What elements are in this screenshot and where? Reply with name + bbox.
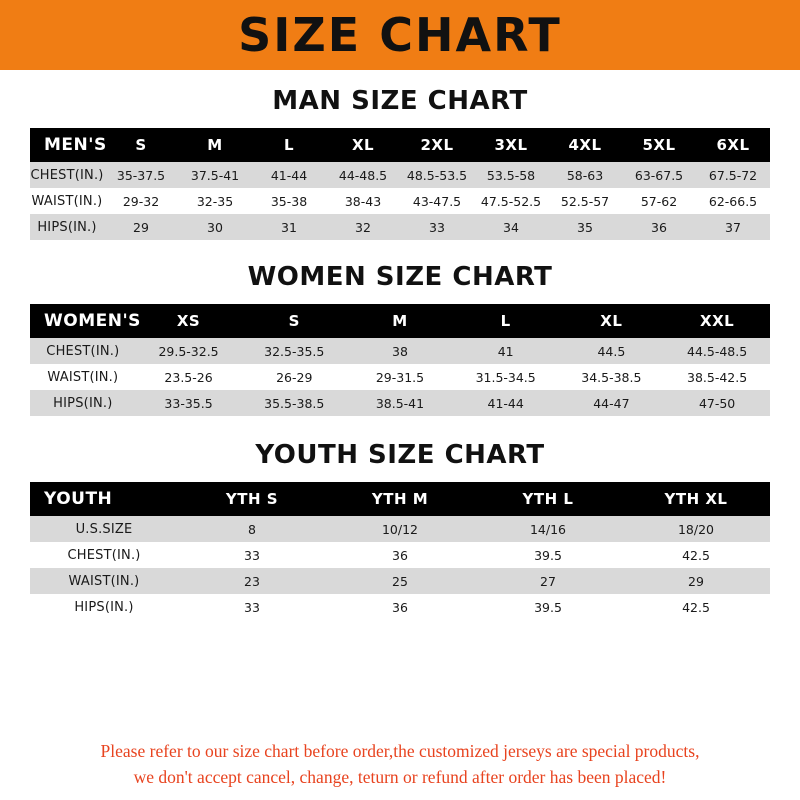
page-banner [0, 0, 800, 70]
table-cell: 41 [453, 338, 559, 364]
table-row [30, 188, 770, 214]
youth-header-cell: YTH XL [622, 482, 770, 516]
women-header-cell: XL [559, 304, 665, 338]
table-cell: 42.5 [622, 594, 770, 620]
table-cell: 62-66.5 [696, 188, 770, 214]
youth-header-cell: YTH L [474, 482, 622, 516]
table-row [30, 594, 770, 620]
table-cell: 41-44 [252, 162, 326, 188]
table-cell: 32.5-35.5 [241, 338, 347, 364]
row-label: CHEST(IN.) [30, 162, 104, 188]
table-row [30, 338, 770, 364]
row-label: WAIST(IN.) [30, 364, 136, 390]
table-cell: 33-35.5 [136, 390, 242, 416]
table-cell: 44.5 [559, 338, 665, 364]
table-cell: 43-47.5 [400, 188, 474, 214]
table-cell: 10/12 [326, 516, 474, 542]
table-cell: 29.5-32.5 [136, 338, 242, 364]
youth-table-head [30, 482, 770, 516]
table-cell: 39.5 [474, 542, 622, 568]
footer-line-1: Please refer to our size chart before order,the customized jerseys are special products, [100, 741, 700, 762]
table-cell: 38.5-41 [347, 390, 453, 416]
row-label: WAIST(IN.) [30, 568, 178, 594]
table-cell: 38.5-42.5 [664, 364, 770, 390]
table-cell: 23.5-26 [136, 364, 242, 390]
youth-table-body [30, 516, 770, 620]
table-cell: 34 [474, 214, 548, 240]
footer-line-2: we don't accept cancel, change, teturn or refund after order has been placed! [133, 766, 667, 787]
table-cell: 39.5 [474, 594, 622, 620]
table-header-row [30, 482, 770, 516]
table-cell: 44-47 [559, 390, 665, 416]
men-header-cell: 5XL [622, 128, 696, 162]
women-header-cell: XXL [664, 304, 770, 338]
table-cell: 33 [178, 542, 326, 568]
men-header-cell: 3XL [474, 128, 548, 162]
table-cell: 35-38 [252, 188, 326, 214]
women-header-cell: WOMEN'S [30, 304, 136, 338]
men-header-cell: MEN'S [30, 128, 104, 162]
table-row [30, 364, 770, 390]
table-cell: 35.5-38.5 [241, 390, 347, 416]
women-size-table [30, 304, 770, 416]
table-cell: 36 [326, 542, 474, 568]
table-cell: 53.5-58 [474, 162, 548, 188]
row-label: CHEST(IN.) [30, 338, 136, 364]
men-section-title: MAN SIZE CHART [272, 86, 528, 116]
table-cell: 37.5-41 [178, 162, 252, 188]
table-cell: 57-62 [622, 188, 696, 214]
row-label: WAIST(IN.) [30, 188, 104, 214]
men-table-body [30, 162, 770, 240]
table-cell: 27 [474, 568, 622, 594]
table-cell: 44.5-48.5 [664, 338, 770, 364]
table-cell: 18/20 [622, 516, 770, 542]
table-cell: 38-43 [326, 188, 400, 214]
table-row [30, 390, 770, 416]
men-header-cell: 2XL [400, 128, 474, 162]
men-header-cell: L [252, 128, 326, 162]
men-header-cell: XL [326, 128, 400, 162]
chart-content [0, 86, 800, 620]
table-row [30, 542, 770, 568]
table-row [30, 162, 770, 188]
table-cell: 35 [548, 214, 622, 240]
table-header-row [30, 304, 770, 338]
row-label: CHEST(IN.) [30, 542, 178, 568]
women-section-title: WOMEN SIZE CHART [247, 262, 553, 292]
women-header-cell: L [453, 304, 559, 338]
table-cell: 8 [178, 516, 326, 542]
table-cell: 33 [400, 214, 474, 240]
table-cell: 35-37.5 [104, 162, 178, 188]
table-cell: 29 [622, 568, 770, 594]
men-size-table [30, 128, 770, 240]
youth-size-table [30, 482, 770, 620]
table-cell: 38 [347, 338, 453, 364]
table-cell: 14/16 [474, 516, 622, 542]
men-table-head [30, 128, 770, 162]
youth-header-cell: YTH M [326, 482, 474, 516]
youth-section-title: YOUTH SIZE CHART [255, 440, 545, 470]
table-cell: 63-67.5 [622, 162, 696, 188]
row-label: HIPS(IN.) [30, 390, 136, 416]
row-label: U.S.SIZE [30, 516, 178, 542]
men-size-table-wrap [30, 128, 770, 240]
table-cell: 25 [326, 568, 474, 594]
women-table-body [30, 338, 770, 416]
youth-header-cell: YOUTH [30, 482, 178, 516]
page-title: SIZE CHART [238, 8, 562, 62]
footer-disclaimer [0, 739, 800, 790]
table-cell: 30 [178, 214, 252, 240]
table-cell: 41-44 [453, 390, 559, 416]
row-label: HIPS(IN.) [30, 594, 178, 620]
men-header-cell: 6XL [696, 128, 770, 162]
table-cell: 37 [696, 214, 770, 240]
table-row [30, 516, 770, 542]
women-header-cell: XS [136, 304, 242, 338]
women-header-cell: M [347, 304, 453, 338]
table-cell: 33 [178, 594, 326, 620]
table-cell: 32 [326, 214, 400, 240]
table-cell: 31 [252, 214, 326, 240]
table-cell: 44-48.5 [326, 162, 400, 188]
women-header-cell: S [241, 304, 347, 338]
table-cell: 36 [326, 594, 474, 620]
youth-size-table-wrap [30, 482, 770, 620]
table-row [30, 214, 770, 240]
men-header-cell: S [104, 128, 178, 162]
table-cell: 47-50 [664, 390, 770, 416]
table-cell: 34.5-38.5 [559, 364, 665, 390]
table-row [30, 568, 770, 594]
men-header-cell: 4XL [548, 128, 622, 162]
table-cell: 29 [104, 214, 178, 240]
table-cell: 48.5-53.5 [400, 162, 474, 188]
table-cell: 42.5 [622, 542, 770, 568]
table-cell: 32-35 [178, 188, 252, 214]
table-cell: 23 [178, 568, 326, 594]
table-cell: 29-32 [104, 188, 178, 214]
table-header-row [30, 128, 770, 162]
table-cell: 31.5-34.5 [453, 364, 559, 390]
table-cell: 47.5-52.5 [474, 188, 548, 214]
women-table-head [30, 304, 770, 338]
table-cell: 52.5-57 [548, 188, 622, 214]
men-header-cell: M [178, 128, 252, 162]
table-cell: 36 [622, 214, 696, 240]
table-cell: 26-29 [241, 364, 347, 390]
table-cell: 29-31.5 [347, 364, 453, 390]
table-cell: 67.5-72 [696, 162, 770, 188]
women-size-table-wrap [30, 304, 770, 416]
row-label: HIPS(IN.) [30, 214, 104, 240]
table-cell: 58-63 [548, 162, 622, 188]
youth-header-cell: YTH S [178, 482, 326, 516]
